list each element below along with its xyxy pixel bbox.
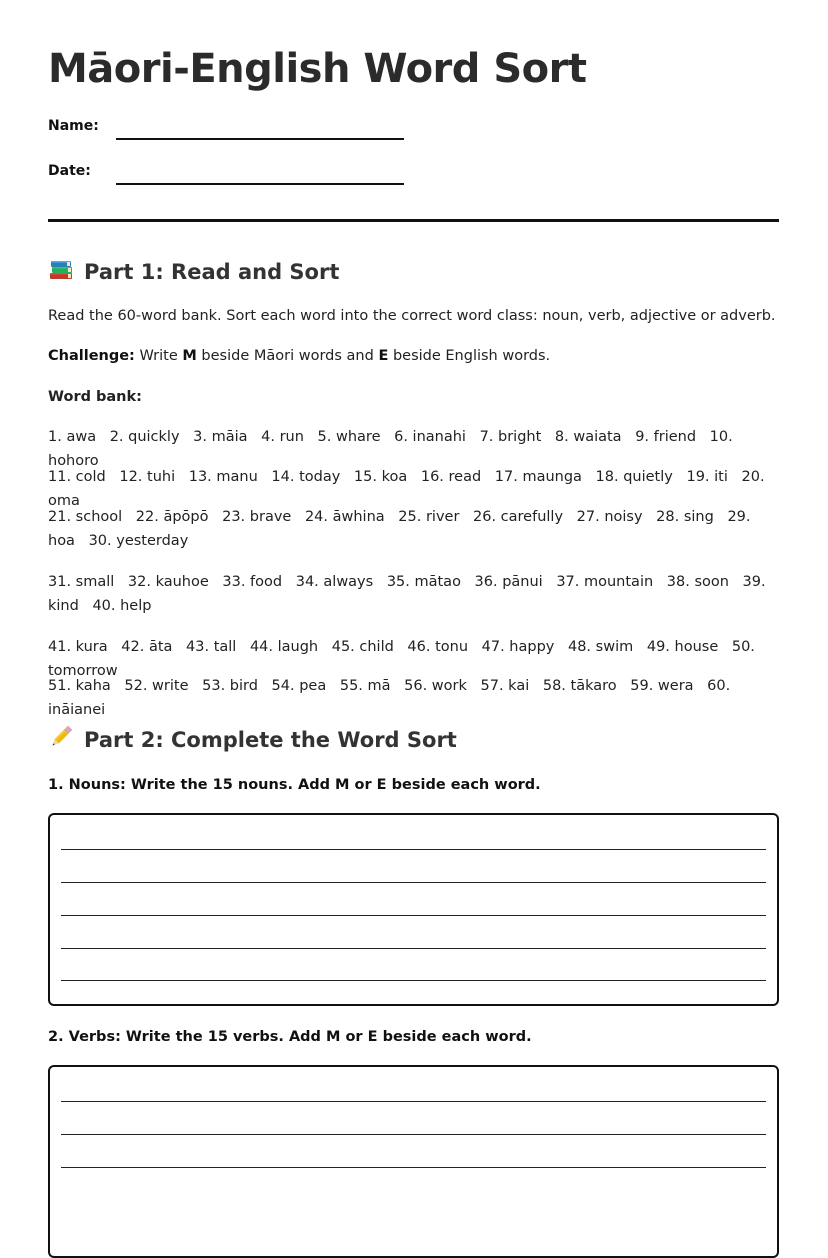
word-item: 33. food <box>222 574 283 590</box>
challenge-label: Challenge: <box>48 348 135 364</box>
answer-line[interactable] <box>61 915 766 916</box>
books-icon <box>48 258 76 287</box>
word-item: 38. soon <box>666 574 729 590</box>
word-item: 53. bird <box>202 678 258 694</box>
word-item: 12. tuhi <box>119 469 176 485</box>
word-item: 45. child <box>331 639 394 655</box>
part1-heading-text: Part 1: Read and Sort <box>84 260 340 284</box>
word-item: 42. āta <box>121 639 173 655</box>
name-label: Name: <box>48 118 99 134</box>
word-item: 39. kind <box>48 574 766 614</box>
part2-heading-text: Part 2: Complete the Word Sort <box>84 728 457 752</box>
date-field[interactable] <box>48 163 408 193</box>
word-item: 20. oma <box>48 469 765 509</box>
word-item: 35. mātao <box>386 574 461 590</box>
word-item: 9. friend <box>635 429 697 445</box>
word-item: 43. tall <box>186 639 237 655</box>
part1-heading <box>48 258 339 287</box>
word-item: 55. mā <box>339 678 391 694</box>
word-item: 47. happy <box>481 639 555 655</box>
word-item: 36. pānui <box>474 574 543 590</box>
word-item: 37. mountain <box>556 574 654 590</box>
challenge-text-2: beside Māori words and <box>196 348 379 364</box>
date-label: Date: <box>48 163 91 179</box>
word-bank-row-6 <box>48 674 779 722</box>
word-item: 60. ināianei <box>48 678 731 718</box>
word-item: 3. māia <box>193 429 248 445</box>
word-item: 27. noisy <box>576 509 643 525</box>
word-item: 49. house <box>646 639 719 655</box>
word-item: 18. quietly <box>595 469 673 485</box>
challenge-line <box>48 344 779 368</box>
word-item: 4. run <box>261 429 304 445</box>
name-field[interactable] <box>48 118 408 148</box>
word-item: 26. carefully <box>473 509 564 525</box>
challenge-m: M <box>182 348 197 364</box>
answer-line[interactable] <box>61 948 766 949</box>
word-item: 23. brave <box>222 509 292 525</box>
word-bank-row-4 <box>48 570 779 618</box>
word-item: 6. inanahi <box>394 429 466 445</box>
word-item: 44. laugh <box>249 639 319 655</box>
challenge-text-3: beside English words. <box>388 348 551 364</box>
word-item: 34. always <box>295 574 374 590</box>
word-item: 54. pea <box>271 678 327 694</box>
question-nouns: 1. Nouns: Write the 15 nouns. Add M or E beside each word. <box>48 777 541 793</box>
word-item: 17. maunga <box>494 469 582 485</box>
word-item: 14. today <box>271 469 341 485</box>
word-item: 57. kai <box>480 678 530 694</box>
word-item: 25. river <box>398 509 460 525</box>
word-item: 50. tomorrow <box>48 639 755 679</box>
word-item: 24. āwhina <box>304 509 385 525</box>
answer-line[interactable] <box>61 849 766 850</box>
answer-line[interactable] <box>61 1101 766 1102</box>
word-item: 58. tākaro <box>542 678 617 694</box>
word-item: 11. cold <box>48 469 106 485</box>
word-bank-row-3 <box>48 505 779 553</box>
nouns-answer-box[interactable] <box>48 813 779 1006</box>
answer-line[interactable] <box>61 1134 766 1135</box>
word-item: 52. write <box>124 678 189 694</box>
word-item: 40. help <box>92 598 152 614</box>
word-item: 7. bright <box>479 429 542 445</box>
date-line[interactable] <box>116 183 404 185</box>
word-item: 32. kauhoe <box>127 574 209 590</box>
pencil-icon <box>48 724 76 755</box>
answer-line[interactable] <box>61 882 766 883</box>
word-item: 13. manu <box>188 469 258 485</box>
page-title: Māori-English Word Sort <box>48 46 587 92</box>
word-bank-label: Word bank: <box>48 389 142 405</box>
word-item: 19. iti <box>686 469 728 485</box>
word-item: 5. whare <box>317 429 381 445</box>
word-item: 46. tonu <box>407 639 469 655</box>
word-item: 48. swim <box>567 639 634 655</box>
word-item: 21. school <box>48 509 123 525</box>
word-item: 10. hohoro <box>48 429 733 469</box>
word-item: 22. āpōpō <box>135 509 209 525</box>
word-item: 56. work <box>404 678 467 694</box>
word-item: 59. wera <box>630 678 694 694</box>
part1-instructions: Read the 60-word bank. Sort each word into the correct word class: noun, verb, adjective or adverb. <box>48 308 776 324</box>
word-item: 30. yesterday <box>88 533 189 549</box>
word-item: 41. kura <box>48 639 108 655</box>
challenge-text-1: Write <box>134 348 183 364</box>
word-item: 31. small <box>48 574 115 590</box>
answer-line[interactable] <box>61 1167 766 1168</box>
name-line[interactable] <box>116 138 404 140</box>
word-item: 15. koa <box>353 469 408 485</box>
verbs-answer-box[interactable] <box>48 1065 779 1258</box>
word-item: 2. quickly <box>109 429 180 445</box>
word-item: 8. waiata <box>554 429 622 445</box>
answer-line[interactable] <box>61 980 766 981</box>
challenge-e: E <box>378 348 389 364</box>
word-item: 1. awa <box>48 429 97 445</box>
question-verbs: 2. Verbs: Write the 15 verbs. Add M or E beside each word. <box>48 1029 532 1045</box>
header-divider <box>48 219 779 222</box>
word-item: 16. read <box>420 469 482 485</box>
word-item: 28. sing <box>656 509 714 525</box>
word-item: 29. hoa <box>48 509 751 549</box>
word-item: 51. kaha <box>48 678 111 694</box>
part2-heading <box>48 724 457 755</box>
